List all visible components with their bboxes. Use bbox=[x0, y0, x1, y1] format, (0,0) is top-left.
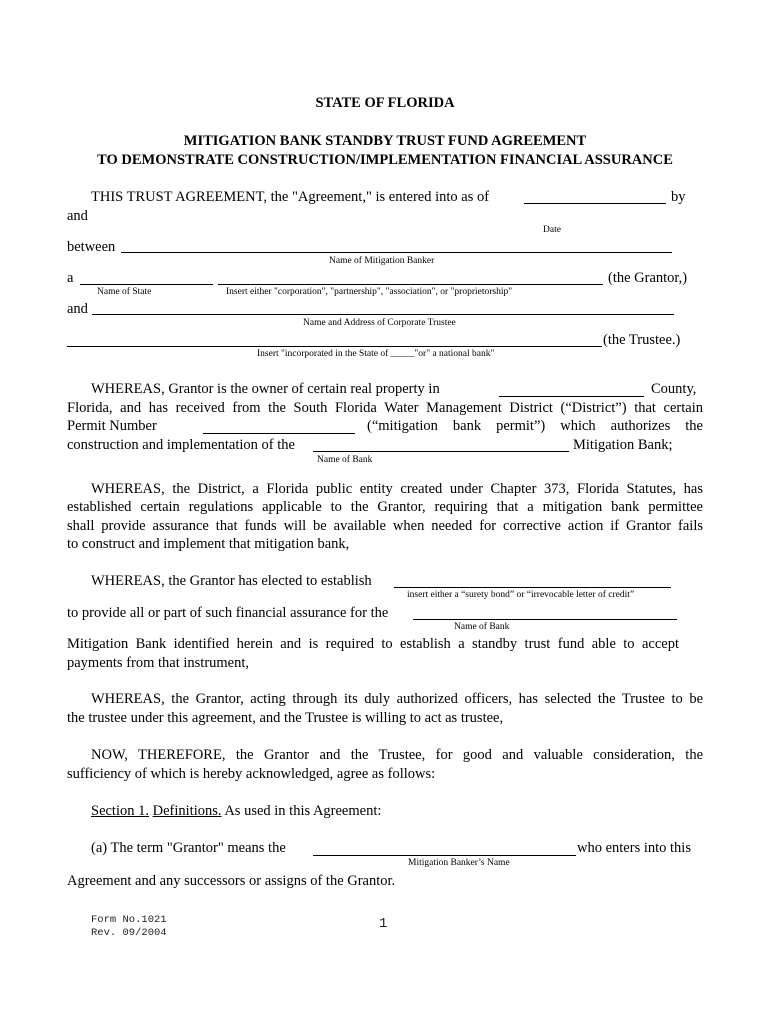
whereas4-line1: WHEREAS, the Grantor, acting through its duly authorized officers, has selected the Trustee to be bbox=[91, 691, 703, 707]
bank-caption-2: Name of Bank bbox=[454, 622, 510, 632]
intro-text: THIS TRUST AGREEMENT, the "Agreement," is entered into as of bbox=[91, 189, 490, 205]
trustee-text: (the Trustee.) bbox=[603, 332, 681, 348]
whereas4-line2: the trustee under this agreement, and the Trustee is willing to act as trustee, bbox=[67, 710, 504, 726]
definition-a-line2: Agreement and any successors or assigns of the Grantor. bbox=[67, 873, 396, 889]
therefore-line1: NOW, THEREFORE, the Grantor and the Trustee, for good and valuable consideration, the bbox=[91, 747, 703, 763]
whereas2-line3: shall provide assurance that funds will be available when needed for corrective action if Grantor fails bbox=[67, 518, 703, 534]
form-number: Form No.1021 bbox=[91, 914, 167, 926]
definition-a-line1b: who enters into this bbox=[577, 840, 691, 856]
entity-caption: Insert either "corporation", "partnership", "association", or "proprietorship" bbox=[226, 287, 513, 297]
revision-date: Rev. 09/2004 bbox=[91, 927, 167, 939]
whereas3-line1: WHEREAS, the Grantor has elected to establish bbox=[91, 573, 372, 589]
section1-label: Section 1. bbox=[91, 803, 149, 819]
whereas2-line4: to construct and implement that mitigation bank, bbox=[67, 536, 350, 552]
mitigation-banker-blank[interactable] bbox=[121, 252, 672, 253]
document-state-heading: STATE OF FLORIDA bbox=[315, 95, 455, 111]
therefore-line2: sufficiency of which is hereby acknowledged, agree as follows: bbox=[67, 766, 436, 782]
county-blank[interactable] bbox=[499, 396, 644, 397]
instrument-caption: insert either a “surety bond” or “irrevocable letter of credit” bbox=[407, 590, 635, 600]
and-text-1: and bbox=[67, 208, 88, 224]
state-blank[interactable] bbox=[80, 284, 213, 285]
whereas1-line3b: (“mitigation bank permit”) which authorizes the bbox=[367, 418, 703, 434]
banker-caption: Name of Mitigation Banker bbox=[329, 256, 435, 266]
page-number: 1 bbox=[379, 916, 388, 932]
whereas1-line4b: Mitigation Bank; bbox=[573, 437, 673, 453]
incorporated-caption: Insert "incorporated in the State of _____"or" a national bank" bbox=[257, 349, 495, 359]
whereas1-line1b: County, bbox=[651, 381, 697, 397]
whereas1-line3a: Permit Number bbox=[67, 418, 157, 434]
entity-type-blank[interactable] bbox=[218, 284, 603, 285]
bank-name-blank-1[interactable] bbox=[313, 451, 569, 452]
whereas2-line2: established certain regulations applicable to the Grantor, requiring that a mitigation bank permittee bbox=[67, 499, 703, 515]
bank-caption-1: Name of Bank bbox=[317, 455, 373, 465]
trustee-name-blank[interactable] bbox=[92, 314, 674, 315]
trustee-caption: Name and Address of Corporate Trustee bbox=[303, 318, 456, 328]
whereas3-line2: to provide all or part of such financial assurance for the bbox=[67, 605, 389, 621]
whereas1-line2: Florida, and has received from the South Florida Water Management District (“District”) that certain bbox=[67, 400, 703, 416]
bank-name-blank-2[interactable] bbox=[413, 619, 677, 620]
grantor-text: (the Grantor,) bbox=[608, 270, 688, 286]
trustee-incorporation-blank[interactable] bbox=[67, 346, 602, 347]
section1-text: As used in this Agreement: bbox=[224, 803, 382, 819]
document-title-line2: TO DEMONSTRATE CONSTRUCTION/IMPLEMENTATION FINANCIAL ASSURANCE bbox=[97, 152, 673, 168]
section1-heading bbox=[91, 802, 381, 820]
whereas3-line4: payments from that instrument, bbox=[67, 655, 250, 671]
date-blank[interactable] bbox=[524, 203, 666, 204]
whereas1-line4a: construction and implementation of the bbox=[67, 437, 295, 453]
by-text: by bbox=[671, 189, 686, 205]
and-text-2: and bbox=[67, 301, 88, 317]
whereas1-line1a: WHEREAS, Grantor is the owner of certain real property in bbox=[91, 381, 440, 397]
definition-a-line1a: (a) The term "Grantor" means the bbox=[91, 840, 286, 856]
date-caption: Date bbox=[543, 225, 561, 235]
permit-number-blank[interactable] bbox=[203, 433, 355, 434]
whereas3-line3: Mitigation Bank identified herein and is required to establish a standby trust fund able to accept bbox=[67, 636, 679, 652]
banker-name-blank-2[interactable] bbox=[313, 855, 576, 856]
state-caption: Name of State bbox=[97, 287, 152, 297]
whereas2-line1: WHEREAS, the District, a Florida public entity created under Chapter 373, Florida Statutes, has bbox=[91, 481, 703, 497]
between-text: between bbox=[67, 239, 116, 255]
banker-name-caption: Mitigation Banker’s Name bbox=[408, 858, 510, 868]
section1-title: Definitions. bbox=[152, 803, 222, 819]
a-text: a bbox=[67, 270, 74, 286]
instrument-blank[interactable] bbox=[394, 587, 671, 588]
document-title-line1: MITIGATION BANK STANDBY TRUST FUND AGREEMENT bbox=[183, 133, 587, 149]
